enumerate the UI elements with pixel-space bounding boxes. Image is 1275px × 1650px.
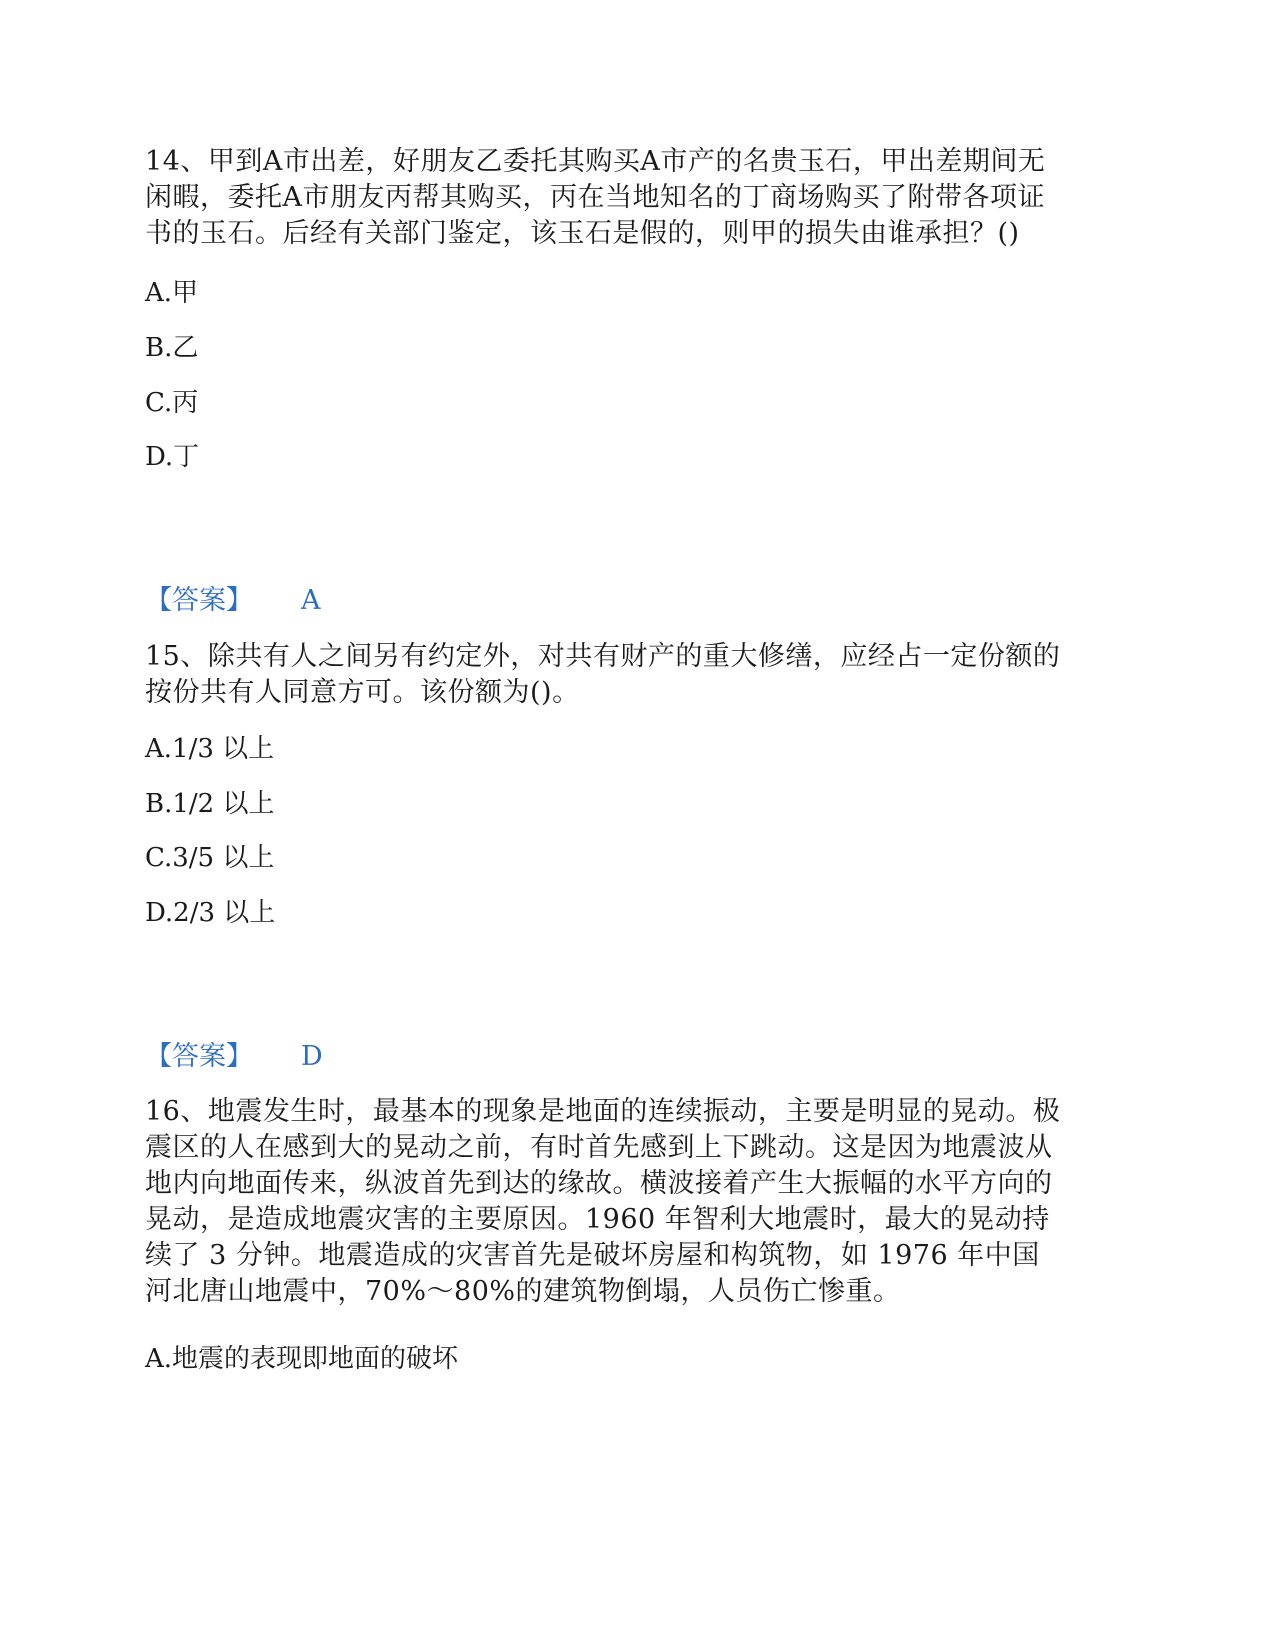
question-14-option-b: B.乙 <box>145 333 199 363</box>
question-15-option-b: B.1/2 以上 <box>145 789 275 819</box>
question-15-option-d: D.2/3 以上 <box>145 898 276 928</box>
answer-value: D <box>301 1041 323 1072</box>
question-14-stem-block <box>145 144 1065 252</box>
question-15-stem-block <box>145 639 1065 711</box>
question-14-option-d: D.丁 <box>145 442 200 472</box>
question-15-option-a: A.1/3 以上 <box>145 734 275 764</box>
answer-value: A <box>301 585 321 616</box>
answer-label: 【答案】 <box>145 1041 253 1072</box>
question-16-option-a: A.地震的表现即地面的破坏 <box>145 1344 459 1374</box>
question-14-stem: 14、甲到A市出差，好朋友乙委托其购买A市产的名贵玉石，甲出差期间无闲暇，委托A市朋友丙帮其购买，丙在当地知名的丁商场购买了附带各项证书的玉石。后经有关部门鉴定，该玉石是假的，则甲的损失由谁承担？() <box>145 146 1046 249</box>
question-14-answer <box>145 584 321 618</box>
question-15-stem: 15、除共有人之间另有约定外，对共有财产的重大修缮，应经占一定份额的按份共有人同意方可。该份额为()。 <box>145 641 1061 708</box>
question-14-option-c: C.丙 <box>145 388 199 418</box>
answer-label: 【答案】 <box>145 585 253 616</box>
question-14-option-a: A.甲 <box>145 278 199 308</box>
question-16-stem-block <box>145 1094 1065 1310</box>
question-15-option-c: C.3/5 以上 <box>145 843 275 873</box>
question-16-stem: 16、地震发生时，最基本的现象是地面的连续振动，主要是明显的晃动。极震区的人在感到大的晃动之前，有时首先感到上下跳动。这是因为地震波从地内向地面传来，纵波首先到达的缘故。横波接着产生大振幅的水平方向的晃动，是造成地震灾害的主要原因。1960 年智利大地震时，最大的晃动持续了 3 分钟。地震造成的灾害首先是破坏房屋和构筑物，如 1976 年中国河北唐山地震中，70%～80%的建筑物倒塌，人员伤亡惨重。 <box>145 1096 1061 1307</box>
question-15-answer <box>145 1040 323 1074</box>
